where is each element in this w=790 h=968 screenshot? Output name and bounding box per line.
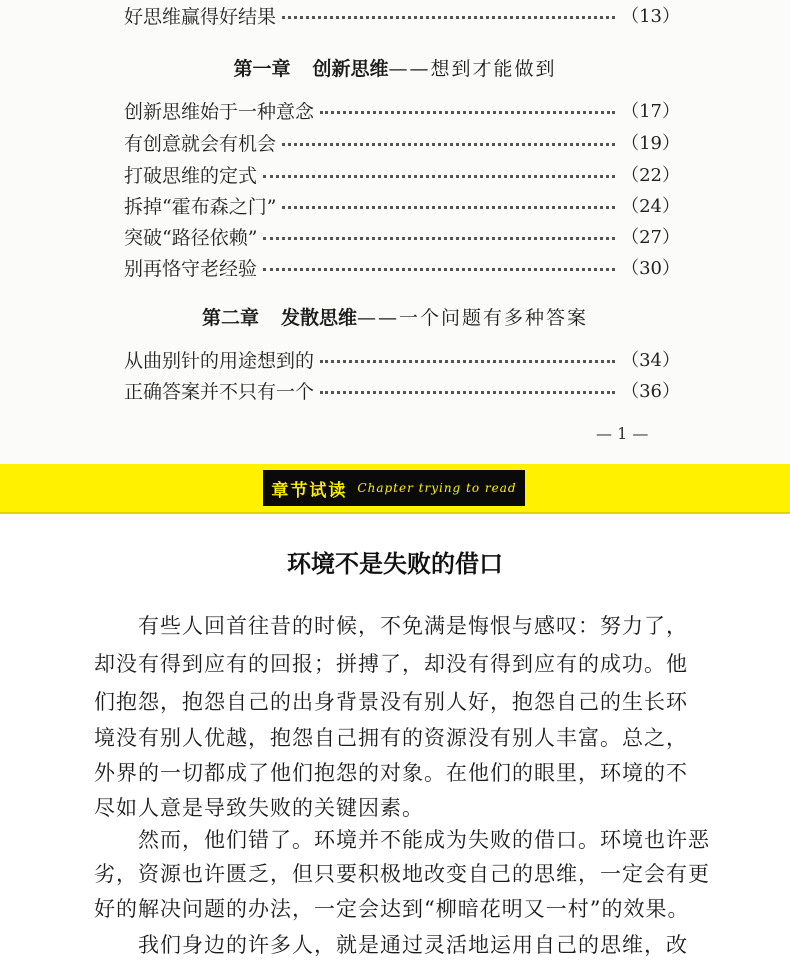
article-line: 境没有别人优越，抱怨自己拥有的资源没有别人丰富。总之， [94, 726, 688, 750]
toc-entry-page: （22） [621, 165, 680, 186]
page-number: — 1 — [596, 424, 649, 443]
banner-chinese-label: 章节试读 [271, 480, 348, 501]
article-line: 尽如人意是导致失败的关键因素。 [94, 796, 424, 820]
toc-leader-dots [263, 268, 615, 271]
toc-leader-dots [263, 237, 615, 240]
toc-entry[interactable] [124, 129, 680, 155]
toc-leader-dots [282, 16, 615, 19]
toc-entry-page: （36） [621, 381, 680, 402]
toc-leader-dots [282, 143, 615, 146]
chapter-subtitle: ——想到才能做到 [388, 58, 557, 80]
chapter-number: 第一章 [233, 58, 291, 80]
article-line: 们抱怨，抱怨自己的出身背景没有别人好，抱怨自己的生长环 [94, 690, 688, 714]
article-line: 却没有得到应有的回报；拼搏了，却没有得到应有的成功。他 [94, 652, 688, 676]
toc-entry[interactable] [124, 192, 680, 218]
toc-leader-dots [320, 391, 615, 394]
table-of-contents [0, 0, 790, 464]
toc-entry-page: （30） [621, 258, 680, 279]
toc-entry-page: （13） [621, 6, 680, 27]
toc-entry-title: 从曲别针的用途想到的 [124, 349, 315, 372]
article-line: 劣，资源也许匮乏，但只要积极地改变自己的思维，一定会有更 [94, 862, 710, 886]
article-line: 我们身边的许多人，就是通过灵活地运用自己的思维，改 [94, 933, 688, 957]
banner-label-box [263, 470, 525, 506]
chapter-name: 创新思维 [312, 58, 389, 80]
toc-entry[interactable] [124, 254, 680, 280]
toc-entry[interactable] [124, 161, 680, 187]
toc-entry-title: 打破思维的定式 [124, 164, 258, 187]
article-line: 外界的一切都成了他们抱怨的对象。在他们的眼里，环境的不 [94, 761, 688, 785]
toc-entry-page: （24） [621, 196, 680, 217]
toc-leader-dots [320, 360, 615, 363]
toc-entry-title: 好思维赢得好结果 [124, 5, 277, 28]
toc-entry-page: （19） [621, 133, 680, 154]
chapter-number: 第二章 [201, 307, 259, 329]
toc-entry-title: 别再恪守老经验 [124, 257, 258, 280]
toc-entry-title: 创新思维始于一种意念 [124, 100, 315, 123]
toc-leader-dots [263, 175, 615, 178]
toc-entry-title: 有创意就会有机会 [124, 132, 277, 155]
toc-entry-page: （34） [621, 350, 680, 371]
toc-entry-title: 拆掉“霍布森之门” [124, 195, 277, 218]
toc-entry[interactable] [124, 2, 680, 28]
chapter-name: 发散思维 [280, 307, 357, 329]
chapter-heading [0, 303, 790, 330]
chapter-heading [0, 54, 790, 81]
article-line: 然而，他们错了。环境并不能成为失败的借口。环境也许恶 [94, 828, 710, 852]
banner-english-label: Chapter trying to read [357, 481, 517, 495]
toc-leader-dots [282, 206, 615, 209]
chapter-subtitle: ——一个问题有多种答案 [357, 307, 589, 329]
toc-entry[interactable] [124, 377, 680, 403]
toc-entry-page: （17） [621, 101, 680, 122]
toc-leader-dots [320, 111, 615, 114]
toc-entry-page: （27） [621, 227, 680, 248]
toc-entry[interactable] [124, 223, 680, 249]
article-title: 环境不是失败的借口 [287, 550, 503, 578]
toc-entry[interactable] [124, 346, 680, 372]
toc-entry-title: 突破“路径依赖” [124, 226, 258, 249]
article-line: 好的解决问题的办法，一定会达到“柳暗花明又一村”的效果。 [94, 897, 690, 921]
article-line: 有些人回首往昔的时候，不免满是悔恨与感叹：努力了， [94, 614, 688, 638]
toc-entry[interactable] [124, 97, 680, 123]
toc-entry-title: 正确答案并不只有一个 [124, 380, 315, 403]
